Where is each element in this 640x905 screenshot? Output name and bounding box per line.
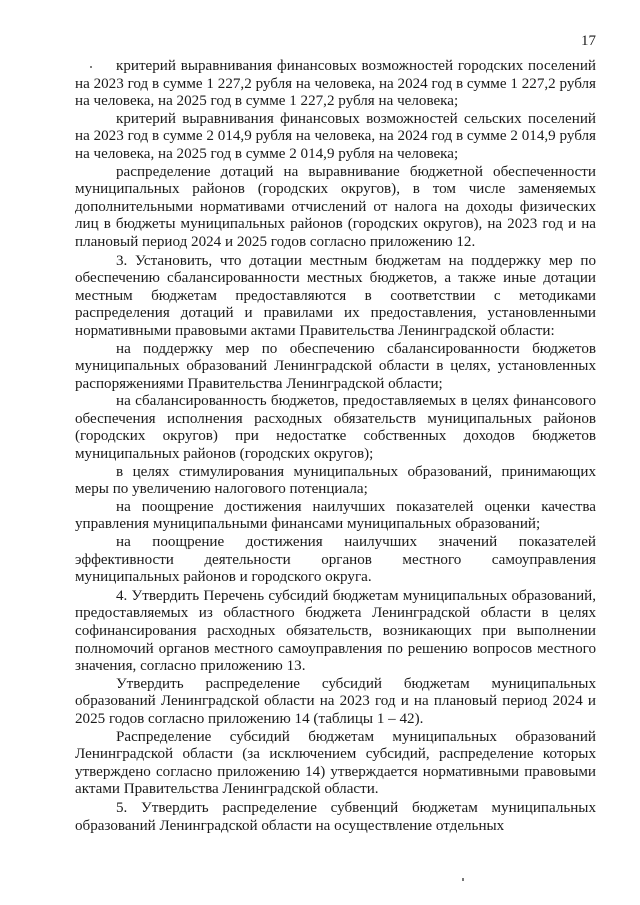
paragraph-balance-districts: на сбалансированность бюджетов, предоставляемых в целях финансового обеспечения исполнения расходных обязательств муниципальных районов (городских округов) при недостатке собственных доходов бюджетов муниципальных районов (городских округов); [75,393,596,463]
page-number: 17 [581,33,596,49]
paragraph-section-5: 5. Утвердить распределение субвенций бюджетам муниципальных образований Ленинградской области на осуществление отдельных [75,799,596,834]
scan-mark-bottom [462,878,464,881]
paragraph-criteria-rural: критерий выравнивания финансовых возможностей сельских поселений на 2023 год в сумме 2 014,9 рубля на человека, на 2024 год в сумме 2 014,9 рубля на человека, на 2025 год в сумме 2 014,9 рубля на человека; [75,110,596,162]
paragraph-equalization-distribution: распределение дотаций на выравнивание бюджетной обеспеченности муниципальных районов (городских округов), в том числе заменяемых дополнительными нормативами отчислений от налога на доходы физических лиц в бюджеты муниципальных районов (городских округов), на 2023 год и на плановый период 2024 и 2025 годов согласно приложению 12. [75,163,596,250]
paragraph-tax-potential: в целях стимулирования муниципальных образований, принимающих меры по увеличению налогового потенциала; [75,463,596,498]
paragraph-finance-quality: на поощрение достижения наилучших показателей оценки качества управления муниципальными финансами муниципальных образований; [75,498,596,533]
document-body [75,58,596,835]
paragraph-balance-support: на поддержку мер по обеспечению сбалансированности бюджетов муниципальных образований Ленинградской области в целях, установленных распоряжениями Правительства Ленинградской области; [75,340,596,392]
paragraph-section-4: 4. Утвердить Перечень субсидий бюджетам муниципальных образований, предоставляемых из областного бюджета Ленинградской области в целях софинансирования расходных обязательств, возникающих при выполнении полномочий органов местного самоуправления по решению вопросов местного значения, согласно приложению 13. [75,587,596,675]
paragraph-efficiency: на поощрение достижения наилучших значений показателей эффективности деятельности органов местного самоуправления муниципальных районов и городского округа. [75,534,596,586]
paragraph-subsidy-distribution: Утвердить распределение субсидий бюджетам муниципальных образований Ленинградской области на 2023 год и на плановый период 2024 и 2025 годов согласно приложению 14 (таблицы 1 – 42). [75,675,596,727]
paragraph-section-3: 3. Установить, что дотации местным бюджетам на поддержку мер по обеспечению сбалансированности местных бюджетов, а также иные дотации местным бюджетам предоставляются в соответствии с методиками распределения дотаций и правилами их предоставления, установленными нормативными правовыми актами Правительства Ленинградской области: [75,252,596,339]
paragraph-subsidy-regulation: Распределение субсидий бюджетам муниципальных образований Ленинградской области (за исключением субсидий, распределение которых утверждено согласно приложению 14) утверждается нормативными правовыми актами Правительства Ленинградской области. [75,728,596,798]
paragraph-criteria-urban: критерий выравнивания финансовых возможностей городских поселений на 2023 год в сумме 1 227,2 рубля на человека, на 2024 год в сумме 1 227,2 рубля на человека, на 2025 год в сумме 1 227,2 рубля на человека; [75,58,596,110]
